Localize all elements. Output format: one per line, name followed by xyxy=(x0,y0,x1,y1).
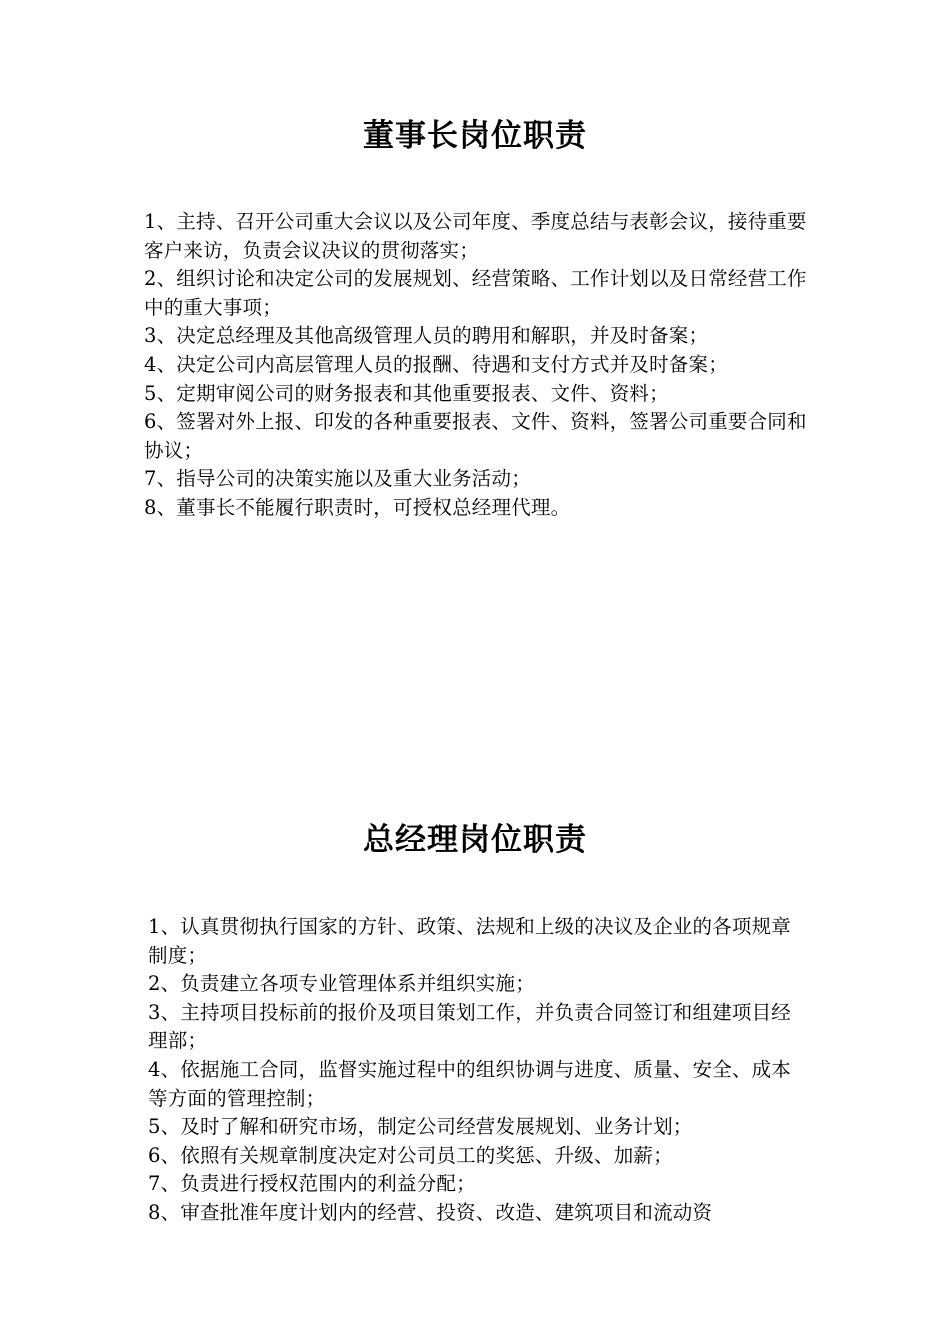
list-item: 2、负责建立各项专业管理体系并组织实施； xyxy=(148,972,535,996)
list-item: 1、主持、召开公司重大会议以及公司年度、季度总结与表彰会议，接待重要客户来访，负责会议决议的贯彻落实； xyxy=(144,210,807,262)
list-item: 3、决定总经理及其他高级管理人员的聘用和解职，并及时备案； xyxy=(144,324,709,348)
list-item: 5、定期审阅公司的财务报表和其他重要报表、文件、资料； xyxy=(144,381,669,405)
chairman-duties-title: 董事长岗位职责 xyxy=(363,118,587,154)
list-item: 2、组织讨论和决定公司的发展规划、经营策略、工作计划以及日常经营工作中的重大事项； xyxy=(144,267,807,319)
chairman-duties-list xyxy=(144,208,809,523)
list-item: 5、及时了解和研究市场，制定公司经营发展规划、业务计划； xyxy=(148,1115,693,1139)
list-item: 3、主持项目投标前的报价及项目策划工作，并负责合同签订和组建项目经理部； xyxy=(148,1000,792,1053)
list-item: 4、依据施工合同，监督实施过程中的组织协调与进度、质量、安全、成本等方面的管理控制； xyxy=(148,1057,792,1110)
list-item: 8、董事长不能履行职责时，可授权总经理代理。 xyxy=(144,495,571,519)
list-item: 7、指导公司的决策实施以及重大业务活动； xyxy=(144,467,531,491)
list-item: 6、依照有关规章制度决定对公司员工的奖惩、升级、加薪； xyxy=(148,1143,673,1167)
list-item: 6、签署对外上报、印发的各种重要报表、文件、资料，签署公司重要合同和协议； xyxy=(144,410,807,462)
general-manager-duties-list xyxy=(144,913,798,1228)
list-item: 1、认真贯彻执行国家的方针、政策、法规和上级的决议及企业的各项规章制度； xyxy=(148,915,792,967)
general-manager-duties-title: 总经理岗位职责 xyxy=(363,822,587,858)
list-item: 7、负责进行授权范围内的利益分配； xyxy=(148,1172,476,1196)
list-item: 8、审查批准年度计划内的经营、投资、改造、建筑项目和流动资 xyxy=(148,1200,713,1224)
list-item: 4、决定公司内高层管理人员的报酬、待遇和支付方式并及时备案； xyxy=(144,352,728,376)
